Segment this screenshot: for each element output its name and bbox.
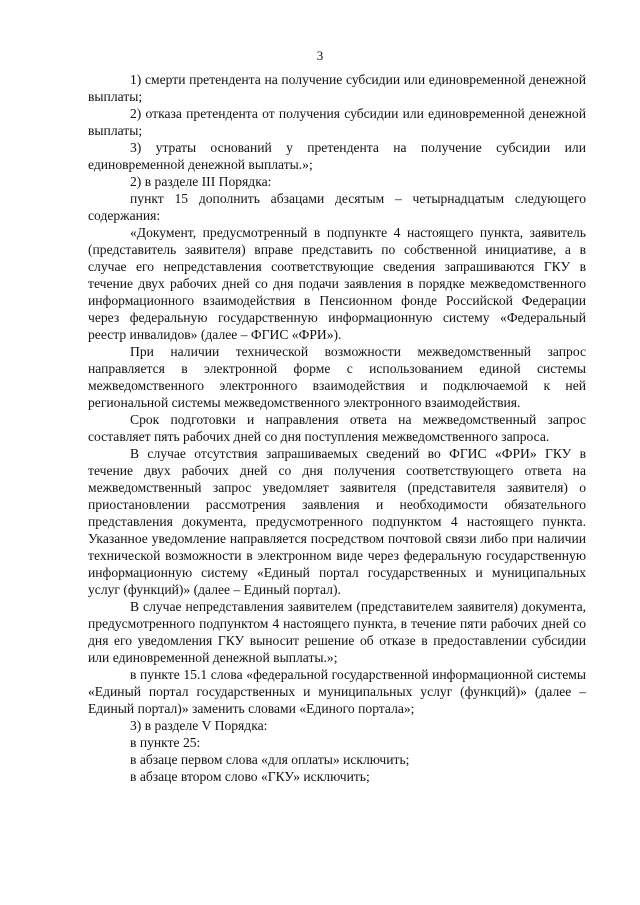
paragraph-item-3: 3) утраты оснований у претендента на получение субсидии или единовременной денежной выплаты.»; xyxy=(88,140,586,172)
paragraph-first-clause: в абзаце первом слова «для оплаты» исключить; xyxy=(130,752,410,767)
paragraph-point-15-1: в пункте 15.1 слова «федеральной государственной информационной системы «Единый портал государственных и муниципальных услуг (функций)» (далее – Единый портал)» заменить словами «Единого портала»; xyxy=(88,667,586,716)
paragraph-section-5: 3) в разделе V Порядка: xyxy=(130,718,268,733)
paragraph-item-2: 2) отказа претендента от получения субсидии или единовременной денежной выплаты; xyxy=(88,106,586,138)
paragraph-second-clause: в абзаце втором слово «ГКУ» исключить; xyxy=(130,769,370,784)
paragraph-electronic-request: При наличии технической возможности межведомственный запрос направляется в электронной форме с использованием единой системы межведомственного электронного взаимодействия и подключаемой к ней региональной системы межведомственного электронного взаимодействия. xyxy=(88,344,586,410)
paragraph-point-25: в пункте 25: xyxy=(130,735,201,750)
document-body xyxy=(88,71,586,785)
paragraph-document-provision: «Документ, предусмотренный в подпункте 4 настоящего пункта, заявитель (представитель заявителя) вправе представить по собственной инициативе, а в случае его непредставления соответствующие сведения запрашиваются ГКУ в течение двух рабочих дней со дня подачи заявления в порядке межведомственного информационного взаимодействия в Пенсионном фонде Российской Федерации через федеральную государственную информационную систему «Федеральный реестр инвалидов» (далее – ФГИС «ФРИ»). xyxy=(88,225,586,342)
page-number: 3 xyxy=(316,48,324,63)
paragraph-section-3: 2) в разделе III Порядка: xyxy=(130,174,272,189)
paragraph-response-deadline: Срок подготовки и направления ответа на межведомственный запрос составляет пять рабочих дней со дня поступления межведомственного запроса. xyxy=(88,412,586,444)
paragraph-refusal-decision: В случае непредставления заявителем (представителем заявителя) документа, предусмотренного подпунктом 4 настоящего пункта, в течение пяти рабочих дней со дня его уведомления ГКУ выносит решение об отказе в предоставлении субсидии или единовременной денежной выплаты.»; xyxy=(88,599,586,665)
paragraph-missing-data-notice: В случае отсутствия запрашиваемых сведений во ФГИС «ФРИ» ГКУ в течение двух рабочих дней со дня получения соответствующего ответа на межведомственный запрос уведомляет заявителя (представителя заявителя) о приостановлении рассмотрения заявления и необходимости обязательного представления документа, предусмотренного подпунктом 4 настоящего пункта. Указанное уведомление направляется посредством почтовой связи либо при наличии технической возможности в электронном виде через федеральную государственную информационную систему «Единый портал государственных и муниципальных услуг (функций)» (далее – Единый портал). xyxy=(88,446,586,597)
paragraph-item-1: 1) смерти претендента на получение субсидии или единовременной денежной выплаты; xyxy=(88,72,586,104)
paragraph-point-15-intro: пункт 15 дополнить абзацами десятым – четырнадцатым следующего содержания: xyxy=(88,191,586,223)
